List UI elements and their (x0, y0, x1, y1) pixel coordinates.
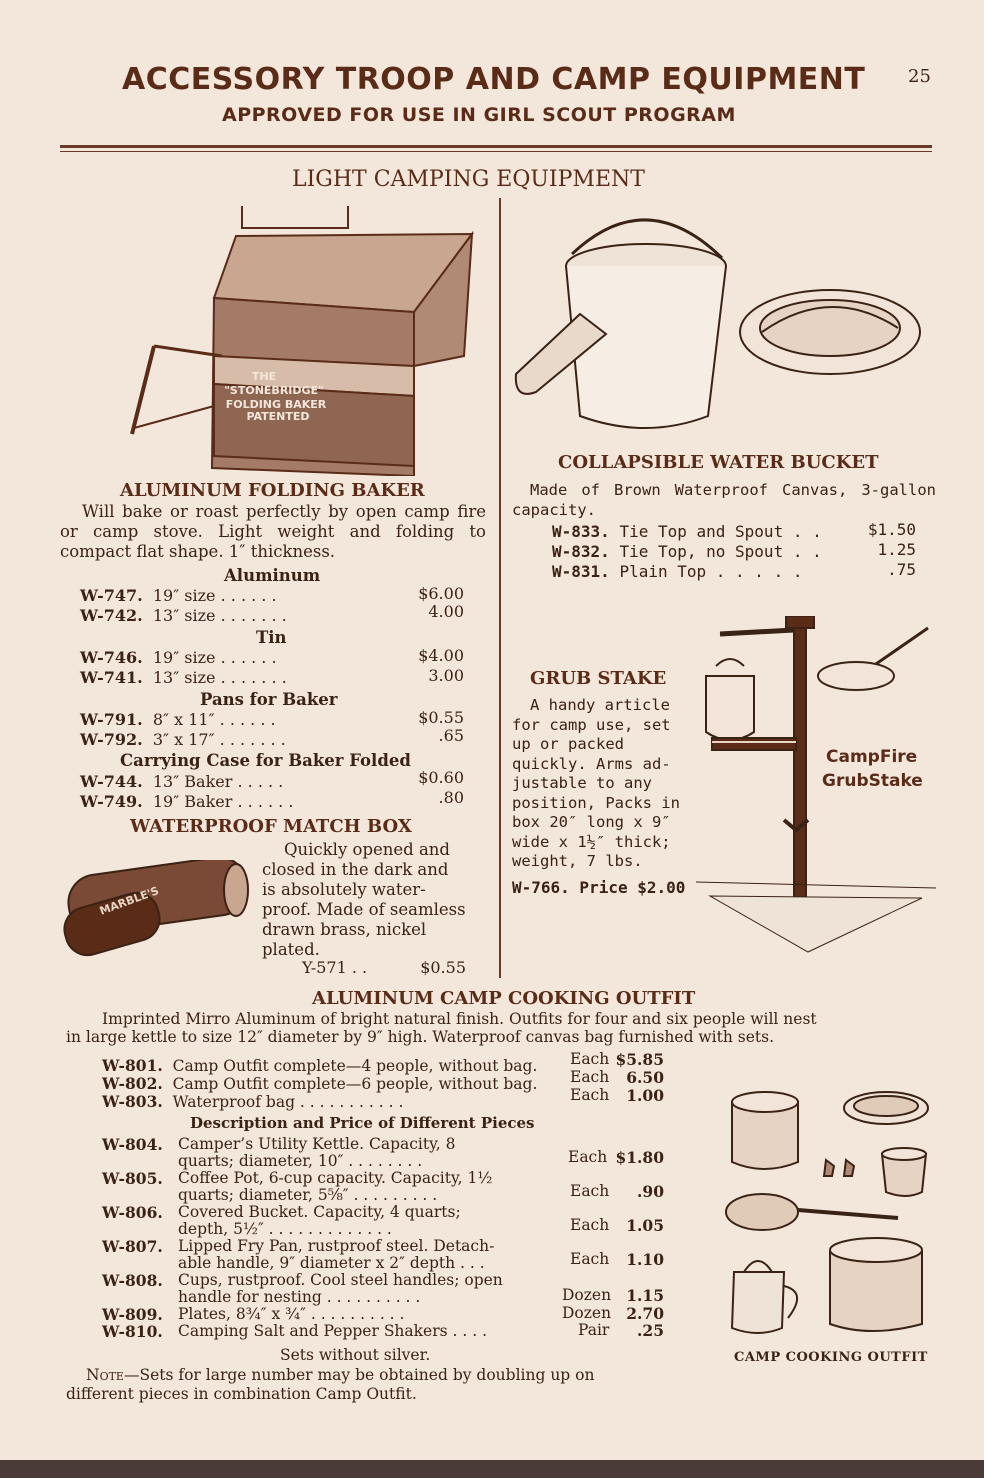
item-price: .25 (637, 1321, 664, 1340)
note-line: —Sets for large number may be obtained by doubling up on (123, 1366, 595, 1384)
item-unit: Each (570, 1068, 610, 1086)
cooking-title: ALUMINUM CAMP COOKING OUTFIT (312, 988, 696, 1009)
item-unit: Each (570, 1250, 610, 1268)
item-code: W-804. (102, 1135, 163, 1154)
item-price: 1.05 (626, 1216, 664, 1235)
item-price: .80 (438, 788, 464, 807)
item-desc: 19″ size (152, 586, 216, 605)
cooking-outfit-caption: CAMP COOKING OUTFIT (734, 1350, 928, 1365)
item-desc: 19″ size (152, 648, 216, 667)
note-line: different pieces in combination Camp Outfit. (66, 1385, 417, 1403)
item-unit: Each (570, 1086, 610, 1104)
baker-group-heading: Aluminum (224, 566, 321, 585)
match-box-desc-line: drawn brass, nickel (262, 920, 427, 939)
item-price: $5.85 (615, 1050, 664, 1069)
baker-label-line: "STONEBRIDGE" (224, 384, 324, 397)
item-price: 1.15 (626, 1286, 664, 1305)
piece-line: able handle, 9″ diameter x 2″ depth . . . (178, 1254, 485, 1272)
item-code: W-801. (102, 1056, 163, 1075)
item-code: W-747. (80, 586, 143, 605)
item-price: .75 (887, 560, 916, 579)
match-box-desc-line: Quickly opened and (284, 840, 450, 859)
page-title: ACCESSORY TROOP AND CAMP EQUIPMENT (122, 62, 866, 97)
item-unit: Dozen (562, 1286, 612, 1304)
grub-stake-title: GRUB STAKE (530, 668, 667, 689)
item-desc: Plates, 8¾″ x ¾″ . . . . . . . . . . (178, 1305, 405, 1323)
piece-line: Covered Bucket. Capacity, 4 quarts; (178, 1203, 461, 1221)
folding-baker-illustration (124, 206, 484, 476)
item-unit: Pair (578, 1321, 610, 1339)
item-code: W-802. (102, 1074, 163, 1093)
item-code: W-808. (102, 1271, 163, 1290)
baker-label-line: PATENTED (246, 410, 310, 423)
item-desc: Plain Top (619, 562, 707, 581)
item-price: $1.50 (867, 520, 916, 539)
item-code: W-741. (80, 668, 143, 687)
grub-logo-line: CampFire (826, 747, 918, 767)
sets-without-silver: Sets without silver. (280, 1346, 431, 1364)
item-desc: Camp Outfit complete—6 people, without bag. (172, 1075, 538, 1093)
item-code: W-831. (552, 562, 610, 581)
item-price: 1.10 (626, 1250, 664, 1269)
piece-line: Lipped Fry Pan, rustproof steel. Detach- (178, 1237, 495, 1255)
item-code: W-806. (102, 1203, 163, 1222)
piece-line: Camper’s Utility Kettle. Capacity, 8 (178, 1135, 456, 1153)
item-code: W-832. (552, 542, 610, 561)
item-price: $0.55 (418, 708, 464, 727)
item-price: 2.70 (626, 1304, 664, 1323)
baker-group-heading: Carrying Case for Baker Folded (120, 751, 411, 770)
item-desc: 19″ Baker (152, 792, 233, 811)
match-box-title: WATERPROOF MATCH BOX (130, 816, 412, 837)
grub-stake-order: W-766. Price $2.00 (512, 878, 686, 897)
match-box-label: MARBLE'S (97, 884, 161, 918)
item-code: Y-571 (302, 958, 347, 977)
piece-line: Cups, rustproof. Cool steel handles; open (178, 1271, 503, 1289)
item-unit: Each (570, 1050, 610, 1068)
item-code: W-791. (80, 710, 143, 729)
grub-stake-illustration (696, 616, 946, 972)
baker-label-line: FOLDING BAKER (225, 398, 327, 411)
item-price: $4.00 (418, 646, 464, 665)
cooking-outfit-illustration (722, 1082, 944, 1344)
water-bucket-illustration (510, 204, 940, 444)
piece-line: handle for nesting . . . . . . . . . . (178, 1288, 421, 1306)
cooking-intro-line: in large kettle to size 12″ diameter by 9″ high. Waterproof canvas bag furnished with sets. (66, 1028, 775, 1046)
item-unit: Each (570, 1182, 610, 1200)
baker-label-line: THE (251, 370, 277, 383)
item-desc: Camp Outfit complete—4 people, without bag. (172, 1057, 538, 1075)
item-desc: 13″ size (152, 668, 216, 687)
item-desc: 13″ Baker (152, 772, 233, 791)
item-unit: Dozen (562, 1304, 612, 1322)
bucket-description: Made of Brown Waterproof Canvas, 3-gallon capacity. (512, 481, 936, 519)
item-price: 1.25 (877, 540, 916, 559)
item-price: .65 (438, 726, 464, 745)
piece-line: Coffee Pot, 6-cup capacity. Capacity, 1½ (178, 1169, 493, 1187)
page-bottom-edge (0, 1460, 984, 1478)
item-price: $1.80 (615, 1148, 664, 1167)
cooking-intro-line: Imprinted Mirro Aluminum of bright natural finish. Outfits for four and six people will nest (102, 1010, 817, 1028)
item-price: $0.60 (418, 768, 464, 787)
item-code: W-833. (552, 522, 610, 541)
piece-line: quarts; diameter, 10″ . . . . . . . . (178, 1152, 423, 1170)
baker-group-heading: Tin (256, 628, 287, 647)
note-label: Note (86, 1366, 124, 1384)
baker-description: Will bake or roast perfectly by open camp fire or camp stove. Light weight and folding to compact flat shape. 1″ thickness. (60, 502, 486, 561)
match-box-desc-line: plated. (262, 940, 320, 959)
match-box-desc-line: proof. Made of seamless (262, 900, 466, 919)
grub-desc-line: quickly. Arms ad- (512, 754, 671, 773)
item-price: 6.50 (626, 1068, 664, 1087)
item-desc: 13″ size (152, 606, 216, 625)
grub-desc-line: for camp use, set (512, 715, 671, 734)
piece-line: quarts; diameter, 5⅝″ . . . . . . . . . (178, 1186, 438, 1204)
item-code: W-744. (80, 772, 143, 791)
item-price: 1.00 (626, 1086, 664, 1105)
item-code: W-803. (102, 1092, 163, 1111)
item-code: W-810. (102, 1322, 163, 1341)
item-desc: Waterproof bag . . . . . . . . . . . (172, 1093, 404, 1111)
item-desc: Camping Salt and Pepper Shakers . . . . (178, 1322, 488, 1340)
item-price: .90 (637, 1182, 664, 1201)
baker-group-heading: Pans for Baker (200, 690, 338, 709)
bucket-title: COLLAPSIBLE WATER BUCKET (558, 452, 879, 473)
grub-desc-line: weight, 7 lbs. (512, 852, 643, 870)
pieces-heading: Description and Price of Different Pieces (190, 1114, 535, 1132)
grub-desc-line: A handy article (530, 696, 670, 714)
item-unit: Each (568, 1148, 608, 1166)
page-subtitle: APPROVED FOR USE IN GIRL SCOUT PROGRAM (222, 104, 736, 126)
match-box-desc-line: is absolutely water- (262, 880, 426, 899)
item-code: W-742. (80, 606, 143, 625)
item-desc: Tie Top, no Spout (619, 542, 784, 561)
piece-line: depth, 5½″ . . . . . . . . . . . . . (178, 1220, 392, 1238)
section-title: LIGHT CAMPING EQUIPMENT (292, 167, 645, 192)
item-price: $6.00 (418, 584, 464, 603)
header-rule-bottom (60, 151, 932, 152)
item-code: W-792. (80, 730, 143, 749)
item-unit: Each (570, 1216, 610, 1234)
grub-desc-line: box 20″ long x 9″ (512, 813, 671, 831)
item-code: W-805. (102, 1169, 163, 1188)
header-rule-top (60, 145, 932, 148)
item-code: W-809. (102, 1305, 163, 1324)
item-price: 4.00 (428, 602, 464, 621)
grub-desc-line: justable to any (512, 774, 652, 792)
item-code: W-807. (102, 1237, 163, 1256)
grub-desc-line: up or packed (512, 735, 624, 753)
item-price: 3.00 (428, 666, 464, 685)
grub-desc-line: wide x 1½″ thick; (512, 832, 671, 851)
item-desc: Tie Top and Spout (619, 522, 784, 541)
column-divider (499, 198, 501, 978)
match-box-illustration (60, 860, 252, 970)
item-desc: 3″ x 17″ (152, 730, 215, 749)
page-number: 25 (908, 66, 931, 87)
item-code: W-746. (80, 648, 143, 667)
item-code: W-749. (80, 792, 143, 811)
grub-desc-line: position, Packs in (512, 793, 680, 812)
item-desc: 8″ x 11″ (152, 710, 215, 729)
item-price: $0.55 (420, 958, 466, 977)
baker-title: ALUMINUM FOLDING BAKER (120, 480, 425, 501)
match-box-desc-line: closed in the dark and (262, 860, 449, 879)
grub-logo-line: GrubStake (822, 771, 923, 791)
